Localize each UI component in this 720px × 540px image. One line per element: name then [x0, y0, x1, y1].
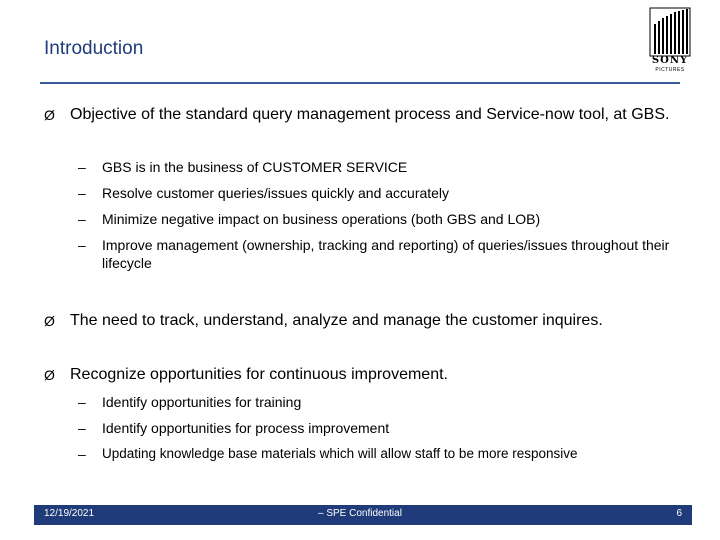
sub-bullet	[78, 445, 688, 463]
bullet-need-to-track	[44, 310, 694, 331]
logo-subword: PICTURES	[655, 67, 685, 73]
dash-bullet-icon: –	[78, 420, 86, 436]
dash-bullet-icon: –	[78, 394, 86, 410]
sub-bullet	[78, 419, 688, 437]
dash-bullet-icon: –	[78, 211, 86, 227]
sub-bullet	[78, 158, 688, 176]
bullet-recognize	[44, 364, 694, 385]
slide-title: Introduction	[44, 38, 144, 59]
title-rule	[40, 82, 680, 84]
sub-bullet	[78, 236, 678, 272]
logo-word: SONY	[651, 55, 689, 66]
arrow-bullet-icon: Ø	[44, 313, 55, 329]
sub-bullet-text: Updating knowledge base materials which will allow staff to be more responsive	[102, 446, 578, 461]
footer-confidential: – SPE Confidential	[318, 508, 402, 519]
sub-bullet-text: Minimize negative impact on business operations (both GBS and LOB)	[102, 211, 541, 227]
bullet-text: Objective of the standard query management process and Service-now tool, at GBS.	[70, 106, 670, 123]
sub-bullet-text: GBS is in the business of CUSTOMER SERVICE	[102, 159, 408, 175]
sub-bullet-text: Resolve customer queries/issues quickly and accurately	[102, 185, 450, 201]
dash-bullet-icon: –	[78, 159, 86, 175]
sub-bullet-text: Identify opportunities for training	[102, 394, 302, 410]
arrow-bullet-icon: Ø	[44, 367, 55, 383]
sub-bullet	[78, 393, 688, 411]
sub-bullet-text: Identify opportunities for process improvement	[102, 420, 390, 436]
sub-bullet	[78, 210, 688, 228]
dash-bullet-icon: –	[78, 237, 86, 253]
sub-bullet-text: Improve management (ownership, tracking and reporting) of queries/issues throughout their lifecycle	[102, 237, 670, 271]
footer-date: 12/19/2021	[44, 508, 95, 519]
sub-bullet	[78, 184, 688, 202]
bullet-text: Recognize opportunities for continuous improvement.	[70, 366, 448, 383]
dash-bullet-icon: –	[78, 185, 86, 201]
bullet-objective	[44, 104, 694, 125]
bullet-text: The need to track, understand, analyze and manage the customer inquires.	[70, 312, 603, 329]
page-number: 6	[676, 508, 682, 519]
dash-bullet-icon: –	[78, 446, 86, 462]
arrow-bullet-icon: Ø	[44, 107, 55, 123]
